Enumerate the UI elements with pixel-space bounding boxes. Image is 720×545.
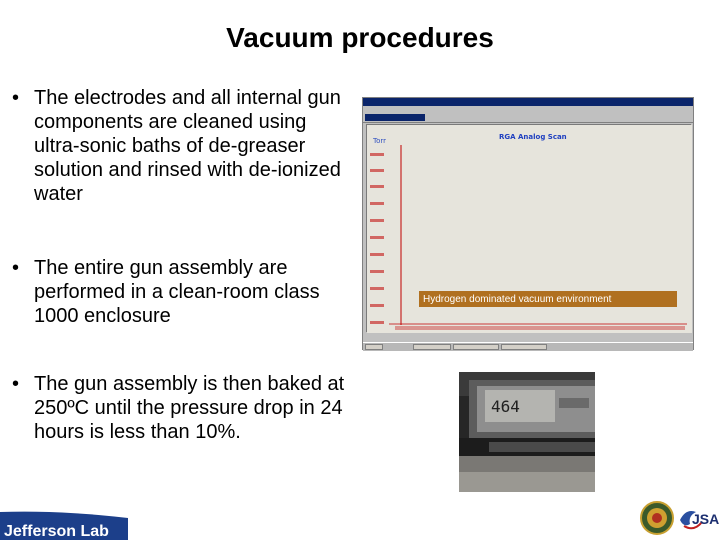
start-button	[365, 344, 383, 350]
x-tick-labels	[395, 326, 685, 330]
plot-title: RGA Analog Scan	[499, 133, 567, 141]
rga-plot-area	[366, 124, 691, 332]
seal-logo	[640, 500, 674, 536]
taskbar-button	[501, 344, 547, 350]
gauge-readout: 464	[491, 397, 520, 416]
jefferson-lab-wordmark: Jefferson Lab	[4, 523, 109, 540]
y-unit-label: Torr	[373, 137, 387, 145]
jefferson-lab-logo	[0, 510, 130, 540]
bullet-text: The gun assembly is then baked at 250ºC until the pressure drop in 24 hours is less than 10%.	[34, 373, 345, 443]
bullet-text: The electrodes and all internal gun components are cleaned using ultra-sonic baths of de-greaser solution and rinsed with de-ionized water	[34, 87, 341, 205]
taskbar-button	[453, 344, 499, 350]
bullet-marker: •	[12, 373, 20, 395]
rga-menubar	[363, 106, 693, 113]
bullet-marker: •	[12, 257, 20, 279]
vacuum-gauge-photo	[459, 372, 595, 492]
rga-taskbar	[363, 342, 693, 351]
rga-subwindow-titlebar	[365, 114, 425, 121]
rga-titlebar	[363, 98, 693, 106]
gauge-photo-image	[459, 372, 595, 492]
annotation-text: Hydrogen dominated vacuum environment	[423, 294, 612, 305]
bullet-marker: •	[12, 87, 20, 109]
rga-statusbar	[363, 334, 693, 342]
jsa-wordmark: JSA	[692, 511, 720, 527]
taskbar-button	[413, 344, 451, 350]
slide-title: Vacuum procedures	[226, 22, 494, 53]
rga-scan-plot	[367, 125, 692, 333]
bullet-text: The entire gun assembly are performed in a clean-room class 1000 enclosure	[34, 257, 320, 327]
jsa-logo	[676, 502, 720, 536]
rga-window-screenshot	[362, 97, 694, 350]
